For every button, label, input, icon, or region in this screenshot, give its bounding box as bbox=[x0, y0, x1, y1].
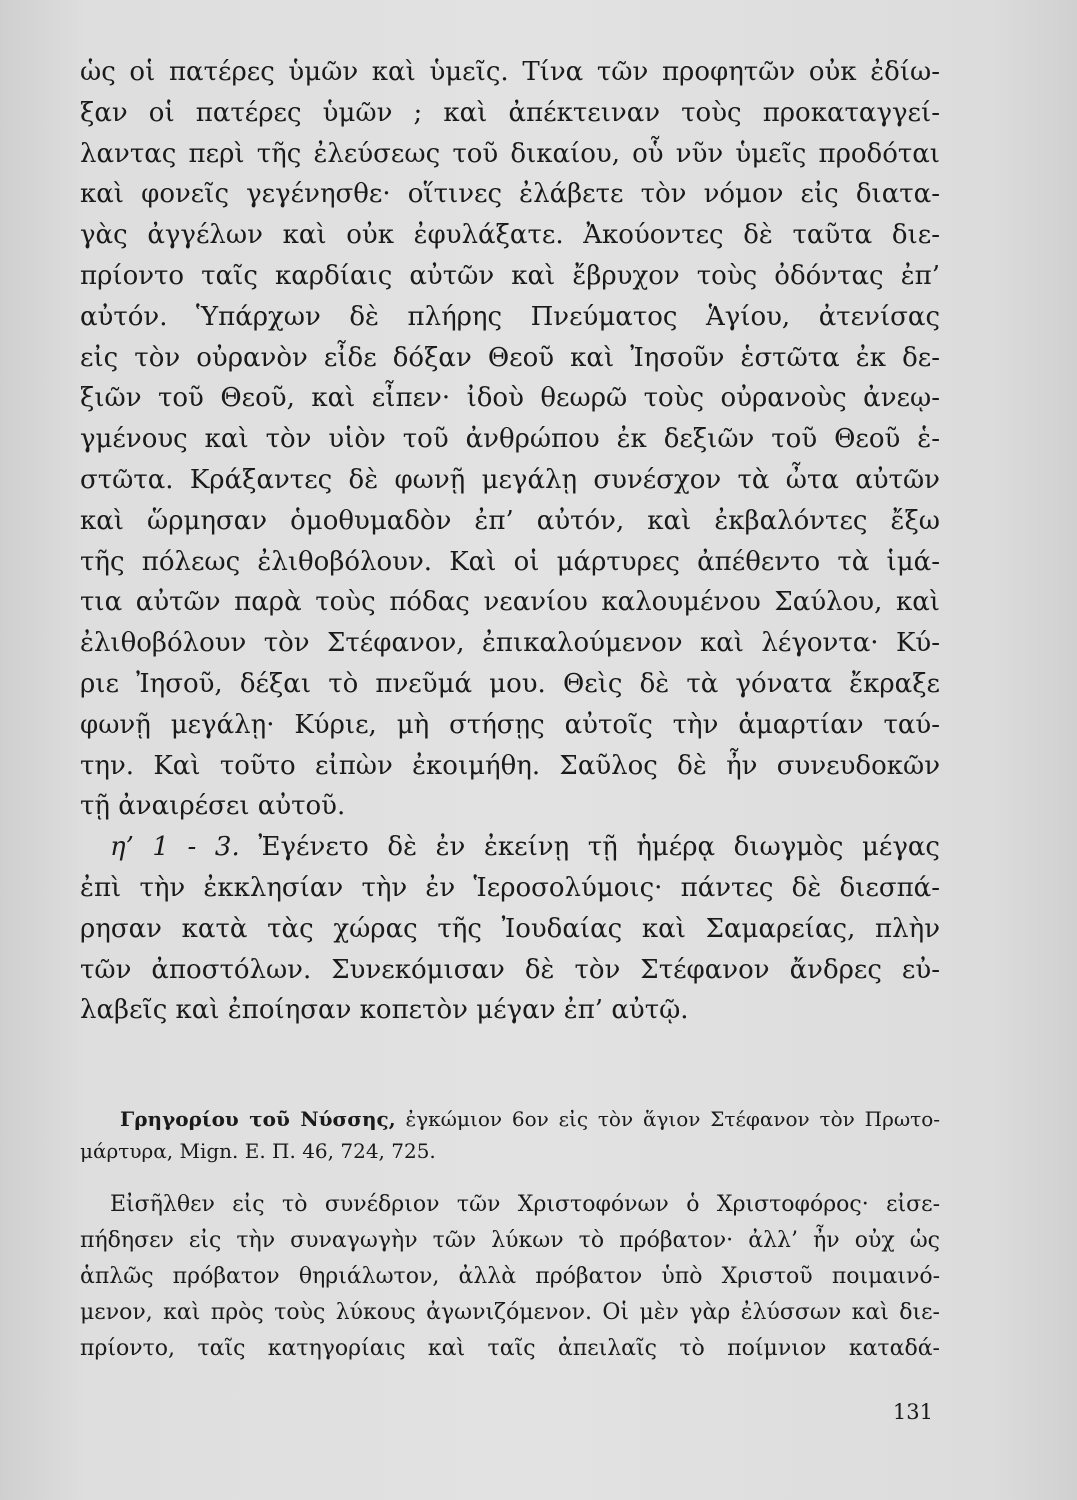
quote-line: πήδησεν εἰς τὴν συναγωγὴν τῶν λύκων τὸ πρόβατον· ἀλλ’ ἦν οὐχ ὡς bbox=[80, 1228, 940, 1253]
citation-line: μάρτυρα, Mign. Ε. Π. 46, 724, 725. bbox=[80, 1139, 436, 1163]
text-line: καὶ φονεῖς γεγένησθε· οἵτινες ἐλάβετε τὸν νόμον εἰς διατα- bbox=[80, 179, 940, 210]
verse-line: λαβεῖς καὶ ἐποίησαν κοπετὸν μέγαν ἐπ’ αὐτῷ. bbox=[80, 995, 689, 1026]
quote-line: Εἰσῆλθεν εἰς τὸ συνέδριον τῶν Χριστοφόνων ὁ Χριστοφόρος· εἰσε- bbox=[110, 1192, 940, 1217]
quote-line: μενον, καὶ πρὸς τοὺς λύκους ἀγωνιζόμενον. Οἱ μὲν γὰρ ἐλύσσων καὶ διε- bbox=[80, 1300, 940, 1325]
text-line: ἐλιθοβόλουν τὸν Στέφανον, ἐπικαλούμενον καὶ λέγοντα· Κύ- bbox=[80, 628, 940, 659]
text-line: καὶ ὥρμησαν ὁμοθυμαδὸν ἐπ’ αὐτόν, καὶ ἐκβαλόντες ἔξω bbox=[80, 505, 940, 536]
text-line: λαντας περὶ τῆς ἐλεύσεως τοῦ δικαίου, οὗ νῦν ὑμεῖς προδόται bbox=[80, 138, 940, 169]
main-text-block bbox=[80, 52, 940, 1031]
text-line: στῶτα. Κράξαντες δὲ φωνῇ μεγάλῃ συνέσχον τὰ ὦτα αὐτῶν bbox=[80, 464, 940, 495]
text-line: ξιῶν τοῦ Θεοῦ, καὶ εἶπεν· ἰδοὺ θεωρῶ τοὺς οὐρανοὺς ἀνεῳ- bbox=[80, 383, 940, 414]
verse-text: Ἐγένετο δὲ ἐν ἐκείνῃ τῇ ἡμέρᾳ διωγμὸς μέγας bbox=[258, 832, 940, 863]
citation-author: Γρηγορίου τοῦ Νύσσης, bbox=[120, 1107, 396, 1131]
text-line: τια αὐτῶν παρὰ τοὺς πόδας νεανίου καλουμένου Σαύλου, καὶ bbox=[80, 587, 940, 618]
citation-line bbox=[80, 1103, 940, 1135]
text-line: τῆς πόλεως ἐλιθοβόλουν. Καὶ οἱ μάρτυρες ἀπέθεντο τὰ ἱμά- bbox=[80, 546, 940, 577]
text-line: την. Καὶ τοῦτο εἰπὼν ἐκοιμήθη. Σαῦλος δὲ ἦν συνευδοκῶν bbox=[80, 750, 940, 781]
verse-reference: η’ 1 - 3. bbox=[110, 832, 240, 863]
text-line: αὐτόν. Ὑπάρχων δὲ πλήρης Πνεύματος Ἁγίου, ἀτενίσας bbox=[80, 301, 940, 332]
verse-line: ἐπὶ τὴν ἐκκλησίαν τὴν ἐν Ἱεροσολύμοις· πάντες δὲ διεσπά- bbox=[80, 872, 940, 903]
text-line: ὡς οἱ πατέρες ὑμῶν καὶ ὑμεῖς. Τίνα τῶν προφητῶν οὐκ ἐδίω- bbox=[80, 57, 940, 87]
verse-line: ρησαν κατὰ τὰς χώρας τῆς Ἰουδαίας καὶ Σαμαρείας, πλὴν bbox=[80, 913, 940, 944]
quote-line: πρίοντο, ταῖς κατηγορίαις καὶ ταῖς ἀπειλαῖς τὸ ποίμνιον καταδά- bbox=[80, 1336, 940, 1361]
quote-line: ἁπλῶς πρόβατον θηριάλωτον, ἀλλὰ πρόβατον ὑπὸ Χριστοῦ ποιμαινό- bbox=[80, 1264, 940, 1289]
text-line: φωνῇ μεγάλῃ· Κύριε, μὴ στήσῃς αὐτοῖς τὴν ἁμαρτίαν ταύ- bbox=[80, 709, 940, 740]
text-line: γμένους καὶ τὸν υἱὸν τοῦ ἀνθρώπου ἐκ δεξιῶν τοῦ Θεοῦ ἑ- bbox=[80, 424, 940, 455]
text-line: ριε Ἰησοῦ, δέξαι τὸ πνεῦμά μου. Θεὶς δὲ τὰ γόνατα ἔκραξε bbox=[80, 668, 940, 699]
text-line: ξαν οἱ πατέρες ὑμῶν ; καὶ ἀπέκτειναν τοὺς προκαταγγεί- bbox=[80, 97, 940, 128]
verse-line: τῶν ἀποστόλων. Συνεκόμισαν δὲ τὸν Στέφανον ἄνδρες εὐ- bbox=[80, 954, 940, 985]
text-line: πρίοντο ταῖς καρδίαις αὐτῶν καὶ ἔβρυχον τοὺς ὀδόντας ἐπ’ bbox=[80, 260, 940, 291]
text-line: τῇ ἀναιρέσει αὐτοῦ. bbox=[80, 791, 346, 822]
verse-line bbox=[80, 827, 940, 868]
text-line: γὰς ἀγγέλων καὶ οὐκ ἐφυλάξατε. Ἀκούοντες δὲ ταῦτα διε- bbox=[80, 220, 940, 251]
page-number: 131 bbox=[892, 1400, 933, 1424]
citation-block bbox=[80, 1103, 940, 1167]
text-line: εἰς τὸν οὐρανὸν εἶδε δόξαν Θεοῦ καὶ Ἰησοῦν ἑστῶτα ἐκ δε- bbox=[80, 342, 940, 373]
citation-work: ἐγκώμιον 6ον εἰς τὸν ἅγιον Στέφανον τὸν Πρωτο- bbox=[405, 1107, 940, 1131]
quote-block bbox=[80, 1187, 940, 1367]
